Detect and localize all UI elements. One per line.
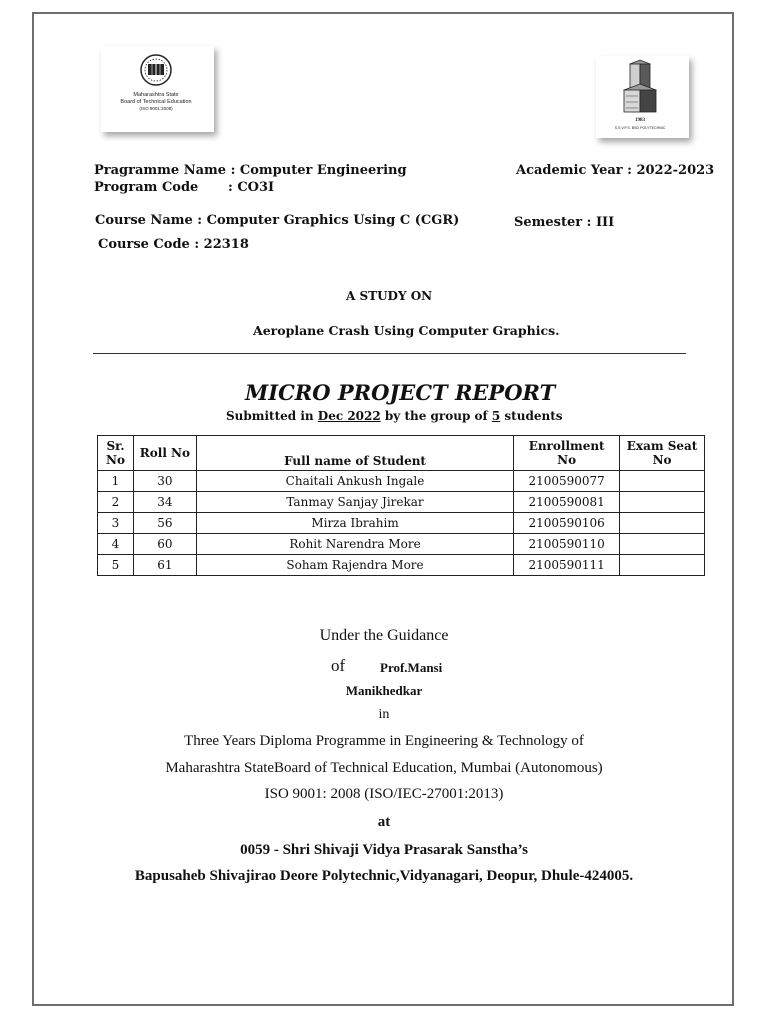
board-line: Maharashtra StateBoard of Technical Education, Mumbai (Autonomous)	[165, 760, 603, 776]
header-full-name: Full name of Student	[196, 436, 513, 471]
submitted-prefix: Submitted in	[226, 409, 318, 423]
cell-name: Rohit Narendra More	[196, 534, 513, 555]
divider-line	[93, 353, 686, 354]
guidance-heading: Under the Guidance	[319, 627, 449, 644]
guide-first-name: Prof.Mansi	[380, 660, 443, 675]
cell-sr: 4	[98, 534, 134, 555]
cell-name: Tanmay Sanjay Jirekar	[196, 492, 513, 513]
report-title: MICRO PROJECT REPORT	[245, 380, 556, 405]
semester: Semester : III	[514, 215, 615, 230]
building-emblem-icon	[596, 56, 689, 138]
guidance-in: in	[378, 707, 390, 722]
table-row	[98, 555, 705, 576]
table-row	[98, 492, 705, 513]
program-code-label: Program Code	[94, 180, 199, 195]
table-row	[98, 513, 705, 534]
programme-name: Pragramme Name : Computer Engineering	[94, 163, 407, 178]
guidance-of: of	[331, 656, 346, 675]
table-row	[98, 471, 705, 492]
cell-seat	[620, 513, 705, 534]
cell-name: Mirza Ibrahim	[196, 513, 513, 534]
program-code-value: : CO3I	[228, 180, 275, 195]
cell-name: Soham Rajendra More	[196, 555, 513, 576]
msbte-emblem-icon	[101, 46, 214, 132]
submitted-line	[226, 409, 563, 423]
submitted-date: Dec 2022	[317, 409, 381, 423]
svg-text:S.S.V.P.S. BSD POLYTECHNIC: S.S.V.P.S. BSD POLYTECHNIC	[614, 126, 666, 130]
header-enrollment-no: Enrollment No	[514, 436, 620, 471]
cell-seat	[620, 534, 705, 555]
polytechnic-logo	[596, 56, 689, 138]
header-roll-no: Roll No	[133, 436, 196, 471]
header-exam-seat-no: Exam Seat No	[620, 436, 705, 471]
cell-sr: 2	[98, 492, 134, 513]
msbte-logo	[101, 46, 214, 132]
cell-enrollment: 2100590111	[514, 555, 620, 576]
academic-year: Academic Year : 2022-2023	[516, 163, 715, 178]
cell-name: Chaitali Ankush Ingale	[196, 471, 513, 492]
header-sr-no: Sr. No	[98, 436, 134, 471]
course-name: Course Name : Computer Graphics Using C (CGR)	[95, 213, 460, 228]
cell-seat	[620, 555, 705, 576]
submitted-mid: by the group of	[380, 409, 492, 423]
cell-roll: 34	[133, 492, 196, 513]
study-intro: A STUDY ON	[346, 289, 433, 303]
members-table	[97, 435, 705, 576]
cell-enrollment: 2100590077	[514, 471, 620, 492]
table-header-row	[98, 436, 705, 471]
cell-roll: 60	[133, 534, 196, 555]
guide-last-name: Manikhedkar	[345, 683, 423, 698]
study-topic: Aeroplane Crash Using Computer Graphics.	[253, 323, 560, 338]
cell-enrollment: 2100590106	[514, 513, 620, 534]
cell-sr: 3	[98, 513, 134, 534]
cell-roll: 30	[133, 471, 196, 492]
cell-roll: 61	[133, 555, 196, 576]
cell-sr: 5	[98, 555, 134, 576]
institute-line-2: Bapusaheb Shivajirao Deore Polytechnic,Vidyanagari, Deopur, Dhule-424005.	[134, 868, 634, 884]
table-row	[98, 534, 705, 555]
cell-enrollment: 2100590110	[514, 534, 620, 555]
course-code: Course Code : 22318	[98, 237, 249, 252]
submitted-suffix: students	[500, 409, 563, 423]
cell-seat	[620, 471, 705, 492]
svg-text:1983: 1983	[635, 118, 645, 123]
institute-line-1: 0059 - Shri Shivaji Vidya Prasarak Sanstha’s	[240, 842, 528, 858]
iso-line: ISO 9001: 2008 (ISO/IEC-27001:2013)	[264, 786, 504, 802]
svg-text:(ISO 9001:2008): (ISO 9001:2008)	[139, 106, 173, 111]
cell-seat	[620, 492, 705, 513]
cell-sr: 1	[98, 471, 134, 492]
guidance-at: at	[377, 814, 391, 830]
programme-line: Three Years Diploma Programme in Engineering & Technology of	[184, 733, 584, 749]
svg-text:Maharashtra State: Maharashtra State	[133, 92, 179, 98]
group-size: 5	[491, 409, 501, 423]
svg-text:Board of Technical Education: Board of Technical Education	[120, 99, 192, 105]
cell-enrollment: 2100590081	[514, 492, 620, 513]
cell-roll: 56	[133, 513, 196, 534]
